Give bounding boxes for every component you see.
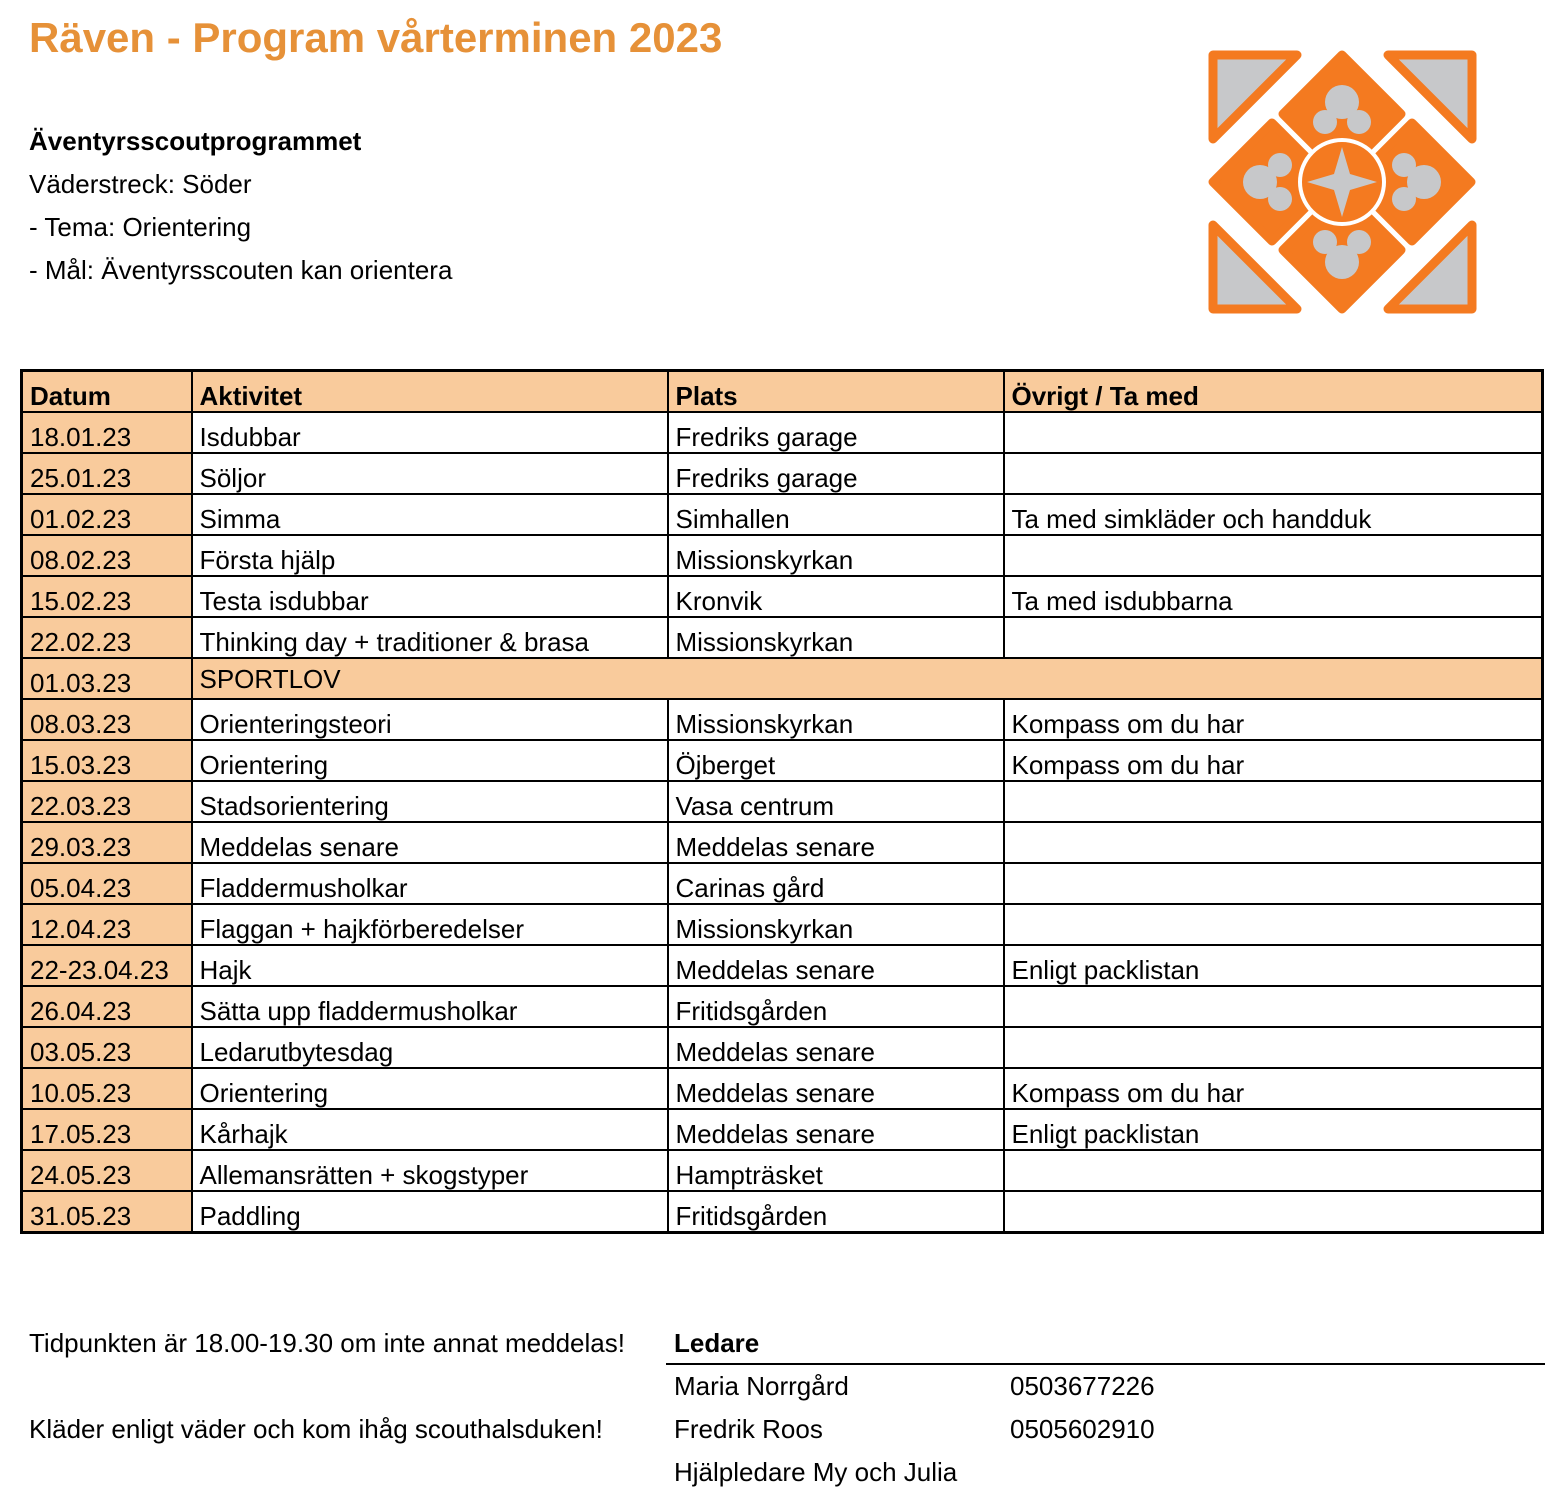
table-row	[22, 576, 1543, 617]
table-row	[22, 781, 1543, 822]
date-cell: 17.05.23	[22, 1109, 192, 1150]
notes-cell	[1004, 453, 1543, 494]
activity-cell: Kårhajk	[192, 1109, 668, 1150]
place-cell: Missionskyrkan	[668, 617, 1004, 658]
header-place: Plats	[668, 371, 1004, 413]
activity-cell: Stadsorientering	[192, 781, 668, 822]
time-note: Tidpunkten är 18.00-19.30 om inte annat meddelas!	[29, 1328, 625, 1358]
date-cell: 29.03.23	[22, 822, 192, 863]
table-row	[22, 986, 1543, 1027]
table-header-row	[22, 371, 1543, 413]
direction-text: Väderstreck: Söder	[29, 169, 252, 199]
table-row-holiday	[22, 658, 1543, 699]
table-row	[22, 1150, 1543, 1191]
date-cell: 05.04.23	[22, 863, 192, 904]
table-row	[22, 453, 1543, 494]
date-cell: 01.03.23	[22, 658, 192, 699]
activity-cell: Orienteringsteori	[192, 699, 668, 740]
notes-cell	[1004, 617, 1543, 658]
date-cell: 12.04.23	[22, 904, 192, 945]
place-cell: Öjberget	[668, 740, 1004, 781]
page-title: Räven - Program vårterminen 2023	[29, 14, 723, 61]
leaders-heading: Ledare	[666, 1322, 1545, 1365]
notes-cell	[1004, 412, 1543, 453]
place-cell: Meddelas senare	[668, 1068, 1004, 1109]
notes-cell: Ta med simkläder och handduk	[1004, 494, 1543, 535]
leader-phone: 0503677226	[1010, 1371, 1155, 1401]
place-cell: Simhallen	[668, 494, 1004, 535]
table-row	[22, 904, 1543, 945]
notes-cell	[1004, 986, 1543, 1027]
activity-cell: Simma	[192, 494, 668, 535]
leaders-section	[666, 1322, 1545, 1494]
leader-name: Maria Norrgård	[674, 1371, 849, 1401]
date-cell: 08.02.23	[22, 535, 192, 576]
date-cell: 31.05.23	[22, 1191, 192, 1233]
goal-text: - Mål: Äventyrsscouten kan orientera	[29, 255, 453, 285]
notes-cell	[1004, 1027, 1543, 1068]
notes-cell	[1004, 904, 1543, 945]
place-cell: Fritidsgården	[668, 1191, 1004, 1233]
place-cell: Fredriks garage	[668, 412, 1004, 453]
footer-notes	[29, 1322, 625, 1451]
program-name: Äventyrsscoutprogrammet	[29, 126, 362, 156]
date-cell: 25.01.23	[22, 453, 192, 494]
activity-cell: Paddling	[192, 1191, 668, 1233]
notes-cell: Enligt packlistan	[1004, 945, 1543, 986]
place-cell: Missionskyrkan	[668, 904, 1004, 945]
activity-cell: Allemansrätten + skogstyper	[192, 1150, 668, 1191]
notes-cell: Kompass om du har	[1004, 699, 1543, 740]
header-notes: Övrigt / Ta med	[1004, 371, 1543, 413]
leader-name: Fredrik Roos	[674, 1414, 823, 1444]
holiday-cell: SPORTLOV	[192, 658, 1543, 699]
notes-cell	[1004, 535, 1543, 576]
place-cell: Meddelas senare	[668, 822, 1004, 863]
place-cell: Missionskyrkan	[668, 699, 1004, 740]
notes-cell	[1004, 781, 1543, 822]
table-row	[22, 1068, 1543, 1109]
place-cell: Meddelas senare	[668, 1109, 1004, 1150]
scout-emblem-icon	[1205, 47, 1480, 317]
date-cell: 18.01.23	[22, 412, 192, 453]
place-cell: Kronvik	[668, 576, 1004, 617]
place-cell: Carinas gård	[668, 863, 1004, 904]
table-row	[22, 1027, 1543, 1068]
place-cell: Meddelas senare	[668, 1027, 1004, 1068]
header-activity: Aktivitet	[192, 371, 668, 413]
notes-cell: Ta med isdubbarna	[1004, 576, 1543, 617]
place-cell: Missionskyrkan	[668, 535, 1004, 576]
date-cell: 24.05.23	[22, 1150, 192, 1191]
leader-row	[666, 1365, 1545, 1408]
header-date: Datum	[22, 371, 192, 413]
date-cell: 26.04.23	[22, 986, 192, 1027]
place-cell: Hampträsket	[668, 1150, 1004, 1191]
place-cell: Vasa centrum	[668, 781, 1004, 822]
activity-cell: Sätta upp fladdermusholkar	[192, 986, 668, 1027]
table-row	[22, 412, 1543, 453]
clothes-note: Kläder enligt väder och kom ihåg scouthalsduken!	[29, 1414, 603, 1444]
place-cell: Fredriks garage	[668, 453, 1004, 494]
place-cell: Fritidsgården	[668, 986, 1004, 1027]
table-row	[22, 945, 1543, 986]
table-row	[22, 740, 1543, 781]
table-row	[22, 699, 1543, 740]
table-row	[22, 863, 1543, 904]
date-cell: 15.03.23	[22, 740, 192, 781]
notes-cell	[1004, 1191, 1543, 1233]
notes-cell	[1004, 863, 1543, 904]
date-cell: 15.02.23	[22, 576, 192, 617]
notes-cell	[1004, 1150, 1543, 1191]
activity-cell: Ledarutbytesdag	[192, 1027, 668, 1068]
date-cell: 03.05.23	[22, 1027, 192, 1068]
notes-cell: Kompass om du har	[1004, 1068, 1543, 1109]
table-row	[22, 535, 1543, 576]
activity-cell: Meddelas senare	[192, 822, 668, 863]
notes-cell	[1004, 822, 1543, 863]
activity-cell: Flaggan + hajkförberedelser	[192, 904, 668, 945]
activity-cell: Fladdermusholkar	[192, 863, 668, 904]
activity-cell: Söljor	[192, 453, 668, 494]
activity-cell: Orientering	[192, 740, 668, 781]
leader-name: Hjälpledare My och Julia	[674, 1457, 958, 1487]
table-row	[22, 1191, 1543, 1233]
notes-cell: Enligt packlistan	[1004, 1109, 1543, 1150]
place-cell: Meddelas senare	[668, 945, 1004, 986]
activity-cell: Första hjälp	[192, 535, 668, 576]
activity-cell: Isdubbar	[192, 412, 668, 453]
date-cell: 22.02.23	[22, 617, 192, 658]
activity-cell: Thinking day + traditioner & brasa	[192, 617, 668, 658]
activity-cell: Testa isdubbar	[192, 576, 668, 617]
intro-block	[29, 120, 452, 292]
theme-text: - Tema: Orientering	[29, 212, 252, 242]
table-row	[22, 494, 1543, 535]
activity-cell: Hajk	[192, 945, 668, 986]
table-row	[22, 822, 1543, 863]
date-cell: 22.03.23	[22, 781, 192, 822]
leader-phone: 0505602910	[1010, 1414, 1155, 1444]
date-cell: 01.02.23	[22, 494, 192, 535]
table-row	[22, 1109, 1543, 1150]
date-cell: 08.03.23	[22, 699, 192, 740]
leader-row	[666, 1408, 1545, 1451]
table-row	[22, 617, 1543, 658]
date-cell: 10.05.23	[22, 1068, 192, 1109]
leader-row	[666, 1451, 1545, 1494]
notes-cell: Kompass om du har	[1004, 740, 1543, 781]
date-cell: 22-23.04.23	[22, 945, 192, 986]
schedule-table	[20, 369, 1544, 1234]
activity-cell: Orientering	[192, 1068, 668, 1109]
